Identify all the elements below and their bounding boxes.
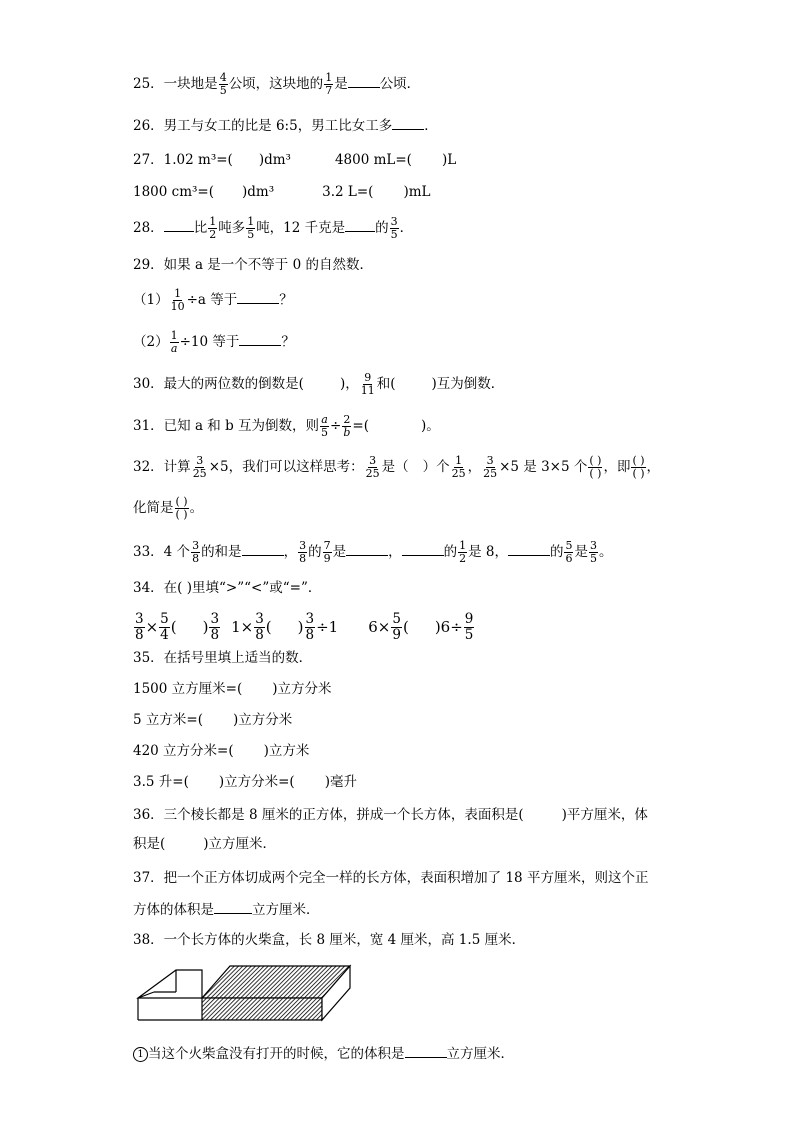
fraction-blank[interactable]: $\frac{( )}{( )}$	[175, 495, 188, 521]
fraction: $\frac{1}{25}$	[451, 454, 466, 480]
question-32-line-1: 32．计算 $\frac{3}{25}$ ×5，我们可以这样思考： $\frac{3}{25}$ 是（ ）个 $\frac{1}{25}$ ， $\frac{3}{25}$ ×5 是 3×5 个 $\frac{( )}{( )}$ ，即 $\frac{( )}{( )}$ ，	[133, 454, 661, 480]
fraction: $\frac{5}{9}$	[392, 611, 401, 643]
fraction: $\frac{3}{8}$	[210, 611, 220, 643]
fraction: $\frac{7}{9}$	[323, 539, 331, 565]
question-27-line-1: 27．1.02 m³=( )dm³ 4800 mL=( )L	[133, 152, 457, 168]
question-35-title: 35．在括号里填上适当的数．	[133, 650, 313, 666]
question-33: 33．4 个 $\frac{3}{8}$ 的和是 ， $\frac{3}{8}$ 的 $\frac{7}{9}$ 是 ， 的 $\frac{1}{2}$ 是 8， 的 $\frac{5}{6}$ 是 $\frac{3}{5}$ 。	[133, 539, 613, 565]
question-32-line-2: 化简是 $\frac{( )}{( )}$ 。	[133, 495, 204, 521]
comparison-1: $\frac{3}{8}$ × $\frac{5}{4}$ ( ) $\frac{3}{8}$	[135, 611, 220, 643]
fraction: $\frac{5}{6}$	[565, 539, 573, 565]
sleeve	[202, 966, 350, 1020]
fraction: $\frac{5}{4}$	[160, 611, 169, 643]
fraction: $\frac{9}{5}$	[464, 611, 474, 643]
matchbox-diagram	[136, 962, 356, 1024]
question-29-sub-2: （2） $\frac{1}{a}$ ÷10 等于 ？	[133, 329, 295, 355]
answer-blank[interactable]	[164, 217, 194, 232]
answer-blank[interactable]	[508, 541, 550, 556]
fraction: $\frac{3}{8}$	[255, 611, 264, 643]
question-37-line-2: 方体的体积是 立方厘米．	[133, 899, 320, 920]
fraction: $\frac{3}{8}$	[305, 611, 315, 643]
question-28: 28． 比 $\frac{1}{2}$ 吨多 $\frac{1}{5}$ 吨，12 千克是 的 $\frac{3}{5}$ ．	[133, 215, 414, 241]
fraction: $\frac{1}{a}$	[170, 329, 178, 355]
fraction-blank[interactable]: $\frac{( )}{( )}$	[632, 454, 645, 480]
fraction: $\frac{3}{5}$	[390, 215, 398, 241]
answer-blank[interactable]	[405, 1043, 447, 1058]
fraction: $\frac{1}{7}$	[325, 71, 333, 97]
fraction: $\frac{2}{b}$	[343, 413, 351, 439]
fraction: $\frac{3}{25}$	[192, 454, 207, 480]
answer-blank[interactable]	[402, 541, 444, 556]
comparison-3: 6× $\frac{5}{9}$ ( )6÷ $\frac{9}{5}$	[368, 611, 474, 643]
question-35-line-3: 420 立方分米=( )立方米	[133, 743, 310, 759]
fraction: $\frac{3}{8}$	[299, 539, 307, 565]
fraction: $\frac{3}{5}$	[589, 539, 597, 565]
answer-blank[interactable]	[345, 217, 375, 232]
question-34-expressions	[133, 612, 475, 643]
fraction-blank[interactable]: $\frac{( )}{( )}$	[589, 454, 602, 480]
question-34-title: 34．在( )里填“>”“<”或“=”．	[133, 580, 322, 596]
answer-blank[interactable]	[346, 541, 388, 556]
fraction: $\frac{9}{11}$	[360, 371, 375, 397]
question-38-sub-1: 1 当这个火柴盒没有打开的时候，它的体积是 立方厘米．	[133, 1043, 514, 1064]
fraction: $\frac{1}{2}$	[459, 539, 467, 565]
question-29-title: 29．如果 a 是一个不等于 0 的自然数．	[133, 257, 373, 273]
question-29-sub-1: （1） $\frac{1}{10}$ ÷a 等于 ？	[133, 287, 293, 313]
fraction: $\frac{a}{5}$	[321, 413, 329, 439]
question-37-line-1: 37．把一个正方体切成两个完全一样的长方体，表面积增加了 18 平方厘米，则这个正	[133, 870, 649, 886]
question-36-line-2: 积是( )立方厘米．	[133, 836, 277, 852]
answer-blank[interactable]	[237, 289, 279, 304]
question-35-line-4: 3.5 升=( )立方分米=( )毫升	[133, 774, 357, 790]
comparison-2: 1× $\frac{3}{8}$ ( ) $\frac{3}{8}$ ÷1	[231, 611, 339, 643]
fraction: $\frac{3}{25}$	[365, 454, 380, 480]
question-38-title: 38．一个长方体的火柴盒，长 8 厘米，宽 4 厘米，高 1.5 厘米．	[133, 932, 526, 948]
answer-blank[interactable]	[242, 541, 284, 556]
fraction: $\frac{3}{8}$	[135, 611, 144, 643]
question-35-line-2: 5 立方米=( )立方分米	[133, 712, 293, 728]
fraction: $\frac{3}{8}$	[192, 539, 200, 565]
question-30: 30．最大的两位数的倒数是( )， $\frac{9}{11}$ 和( )互为倒数．	[133, 371, 505, 397]
fraction: $\frac{3}{25}$	[483, 454, 498, 480]
question-26: 26．男工与女工的比是 6:5，男工比女工多 ．	[133, 115, 438, 136]
fraction: $\frac{1}{10}$	[170, 287, 185, 313]
answer-blank[interactable]	[392, 115, 424, 130]
fraction: $\frac{1}{5}$	[247, 215, 255, 241]
question-36-line-1: 36．三个棱长都是 8 厘米的正方体，拼成一个长方体，表面积是( )平方厘米，体	[133, 807, 648, 823]
answer-blank[interactable]	[348, 73, 380, 88]
question-35-line-1: 1500 立方厘米=( )立方分米	[133, 681, 332, 697]
fraction: $\frac{4}{5}$	[219, 71, 227, 97]
circled-number: 1	[133, 1047, 148, 1062]
drawer	[138, 970, 202, 1020]
answer-blank[interactable]	[239, 331, 281, 346]
question-25: 25．一块地是 $\frac{4}{5}$ 公顷，这块地的 $\frac{1}{7}$ 是 公顷．	[133, 71, 421, 97]
question-27-line-2: 1800 cm³=( )dm³ 3.2 L=( )mL	[133, 184, 431, 200]
question-31: 31．已知 a 和 b 互为倒数，则 $\frac{a}{5}$ ÷ $\frac{2}{b}$ =( )。	[133, 413, 440, 439]
fraction: $\frac{1}{2}$	[209, 215, 217, 241]
answer-blank[interactable]	[214, 899, 252, 914]
